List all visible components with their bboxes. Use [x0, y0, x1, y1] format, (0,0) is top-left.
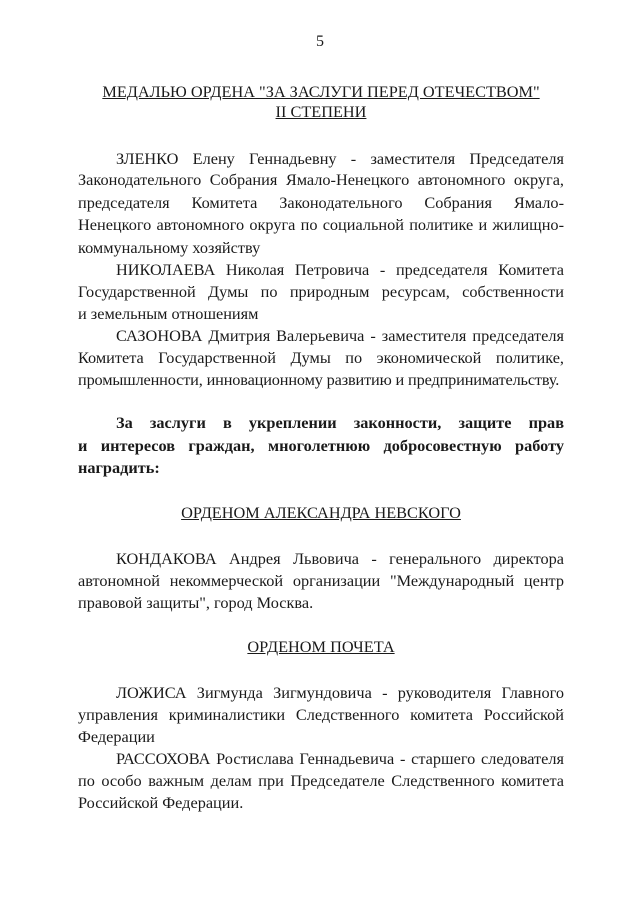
section-heading-medal: МЕДАЛЬЮ ОРДЕНА "ЗА ЗАСЛУГИ ПЕРЕД ОТЕЧЕСТВОМ" — [102, 82, 540, 101]
award-entry-nikolaev: НИКОЛАЕВА Николая Петровича - председателя Комитета — [116, 260, 564, 279]
decree-paragraph: наградить: — [78, 458, 160, 477]
award-entry-zlenko: коммунальному хозяйству — [78, 238, 261, 257]
section-heading-pocheta: ОРДЕНОМ ПОЧЕТА — [247, 637, 395, 656]
award-entry-lozhis: управления криминалистики Следственного комитета Российской — [78, 705, 564, 724]
award-entry-nikolaev: и земельным отношениям — [78, 304, 259, 323]
award-entry-rassokhov: Российской Федерации. — [78, 793, 244, 812]
award-entry-zlenko: Ненецкого автономного округа по социальной политике и жилищно- — [78, 215, 564, 234]
page-number: 5 — [316, 33, 324, 50]
award-entry-zlenko: Законодательного Собрания Ямало-Ненецкого автономного округа, — [78, 170, 564, 189]
award-entry-kondakov: КОНДАКОВА Андрея Львовича - генерального директора — [116, 549, 564, 568]
award-entry-rassokhov: по особо важным делам при Председателе Следственного комитета — [78, 771, 564, 790]
decree-paragraph: За заслуги в укреплении законности, защите прав — [116, 413, 564, 432]
award-entry-lozhis: Федерации — [78, 727, 155, 746]
award-entry-nikolaev: Государственной Думы по природным ресурсам, собственности — [78, 282, 564, 301]
award-entry-rassokhov: РАССОХОВА Ростислава Геннадьевича - старшего следователя — [116, 749, 564, 768]
section-heading-nevsky: ОРДЕНОМ АЛЕКСАНДРА НЕВСКОГО — [181, 503, 461, 522]
award-entry-sazonov: Комитета Государственной Думы по экономической политике, — [78, 348, 564, 367]
decree-paragraph: и интересов граждан, многолетнюю добросовестную работу — [78, 436, 564, 455]
award-entry-sazonov: промышленности, инновационному развитию и предпринимательству. — [78, 370, 560, 389]
award-entry-zlenko: председателя Комитета Законодательного Собрания Ямало- — [78, 193, 564, 212]
award-entry-kondakov: правовой защиты", город Москва. — [78, 593, 314, 612]
award-entry-lozhis: ЛОЖИСА Зигмунда Зигмундовича - руководителя Главного — [116, 683, 564, 702]
award-entry-kondakov: автономной некоммерческой организации "Международный центр — [78, 571, 564, 590]
award-entry-sazonov: САЗОНОВА Дмитрия Валерьевича - заместителя председателя — [116, 326, 564, 345]
section-heading-medal-degree: II СТЕПЕНИ — [275, 102, 367, 121]
award-entry-zlenko: ЗЛЕНКО Елену Геннадьевну - заместителя Председателя — [116, 149, 564, 168]
